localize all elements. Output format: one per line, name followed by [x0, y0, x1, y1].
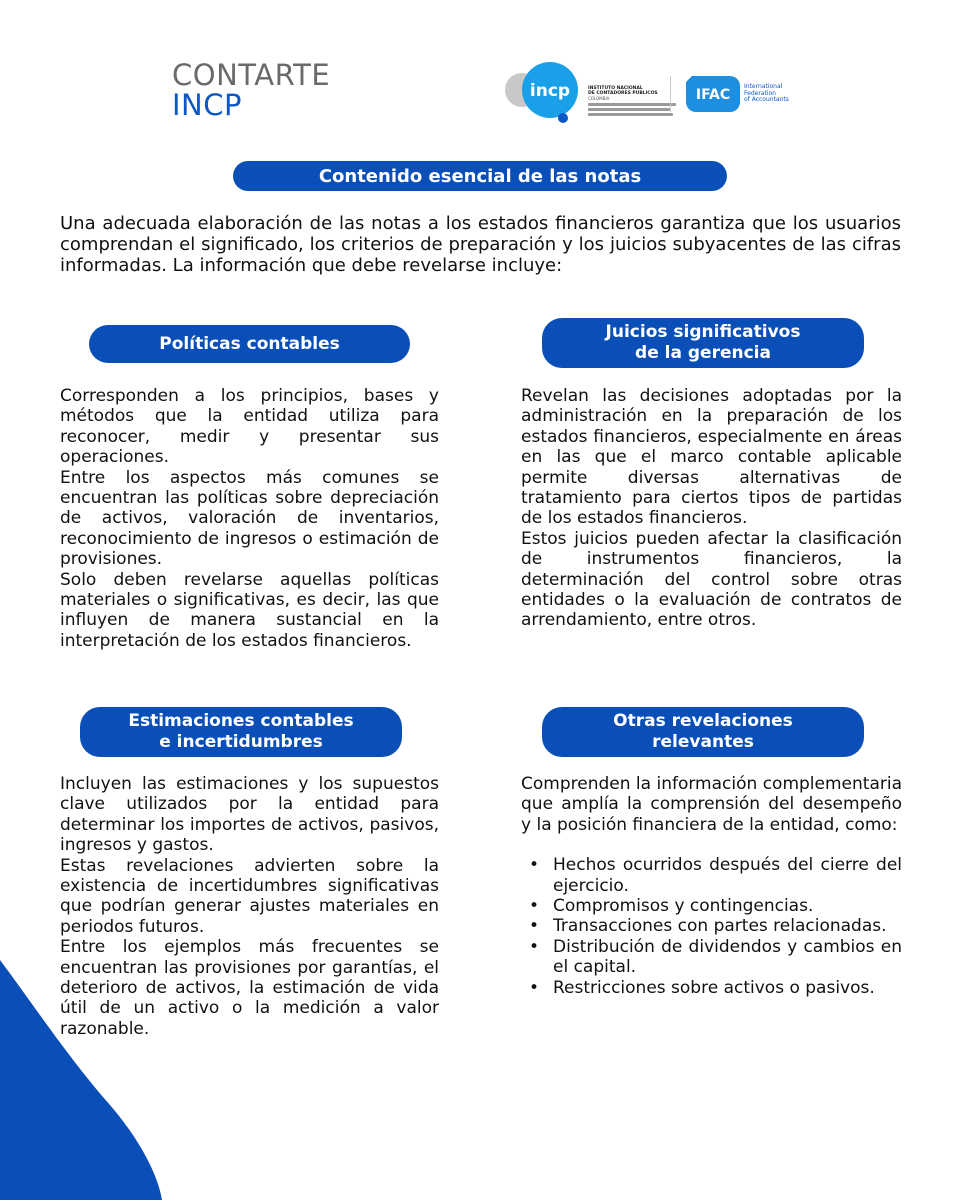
bullet-list [521, 855, 902, 998]
incp-logo-mark-text: incp [529, 81, 571, 101]
section-estimates-title [80, 707, 402, 757]
ifac-logo [684, 72, 794, 116]
incp-name-line-2: DE CONTADORES PÚBLICOS [588, 91, 658, 96]
section-paragraph: Estas revelaciones advierten sobre la existencia de incertidumbres significativas que podrían generar ajustes materiales en periodos futuros. [60, 855, 439, 937]
section-paragraph: Entre los ejemplos más frecuentes se encuentran las provisiones por garantías, el deterioro de activos, la estimación de vida útil de un activo o la medición a valor razonable. [60, 937, 439, 1039]
section-paragraph: Estos juicios pueden afectar la clasificación de instrumentos financieros, la determinación del control sobre otras entidades o la evaluación de contratos de arrendamiento, entre otros. [521, 528, 902, 631]
incp-country: COLOMBIA [588, 96, 610, 101]
section-paragraph: Solo deben revelarse aquellas políticas materiales o significativas, es decir, las que influyen de manera sustancial en la interpretación de los estados financieros. [60, 569, 439, 651]
ifac-name-line-1: International [744, 83, 783, 90]
section-policies-body [60, 386, 439, 651]
incp-logo-mark-icon [500, 58, 590, 128]
section-other-disclosures-body [521, 774, 902, 998]
section-paragraph: Revelan las decisiones adoptadas por la administración en la preparación de los estados financieros, especialmente en áreas en las que el marco contable aplicable permite diversas alternativas de tratamiento para ciertos tipos de partidas de los estados financieros. [521, 386, 902, 529]
incp-name-line-1: INSTITUTO NACIONAL [588, 86, 643, 91]
logo-divider [670, 76, 671, 112]
section-title-line: relevantes [652, 732, 754, 752]
list-item: • Distribución de dividendos y cambios en el capital. [521, 937, 902, 978]
ifac-logo-mark-text: IFAC [695, 87, 731, 103]
section-title-line: Políticas contables [159, 333, 340, 354]
section-policies-title [89, 325, 410, 363]
section-paragraph: Incluyen las estimaciones y los supuestos clave utilizados por la entidad para determinar los importes de activos, pasivos, ingresos y gastos. [60, 774, 439, 856]
incp-logo-text [588, 86, 678, 116]
list-item: • Compromisos y contingencias. [521, 896, 902, 916]
ifac-name-line-2: Federation [744, 89, 776, 97]
section-paragraph: Corresponden a los principios, bases y métodos que la entidad utiliza para reconocer, medir y presentar sus operaciones. [60, 386, 439, 468]
incp-logo [500, 58, 680, 128]
ifac-logo-text [744, 84, 789, 104]
section-judgments-title [542, 318, 864, 368]
section-judgments-body [521, 386, 902, 631]
intro-paragraph [60, 213, 901, 276]
brand-line-1: CONTARTE [172, 58, 331, 92]
incp-slogan-line [588, 113, 673, 116]
intro-text: Una adecuada elaboración de las notas a los estados financieros garantiza que los usuarios comprendan el significado, los criterios de preparación y los juicios subyacentes de las cifras informadas. La información que debe revelarse incluye: [60, 213, 901, 276]
list-item: • Transacciones con partes relacionadas. [521, 916, 902, 936]
incp-slogan-line [588, 103, 676, 106]
ifac-name-line-3: of Accountants [744, 96, 789, 103]
brand-line-2: INCP [172, 88, 242, 122]
main-title-banner [233, 161, 727, 191]
list-item: • Hechos ocurridos después del cierre del ejercicio. [521, 855, 902, 896]
section-estimates-body [60, 774, 439, 1039]
contarte-brand [172, 60, 330, 120]
ifac-logo-mark-icon [684, 72, 742, 116]
list-item: • Restricciones sobre activos o pasivos. [521, 978, 902, 998]
section-title-line: Otras revelaciones [613, 711, 793, 731]
section-paragraph: Comprenden la información complementaria que amplía la comprensión del desempeño y la posición financiera de la entidad, como: [521, 774, 902, 835]
section-title-line: Estimaciones contables [128, 711, 354, 731]
section-other-disclosures-title [542, 707, 864, 757]
incp-slogan-line [588, 108, 670, 111]
section-title-line: Juicios significativos [605, 322, 801, 342]
section-title-line: de la gerencia [635, 343, 771, 363]
section-paragraph: Entre los aspectos más comunes se encuentran las políticas sobre depreciación de activos, valoración de inventarios, reconocimiento de ingresos o estimación de provisiones. [60, 467, 439, 570]
main-title: Contenido esencial de las notas [318, 165, 642, 187]
section-title-line: e incertidumbres [159, 732, 323, 752]
